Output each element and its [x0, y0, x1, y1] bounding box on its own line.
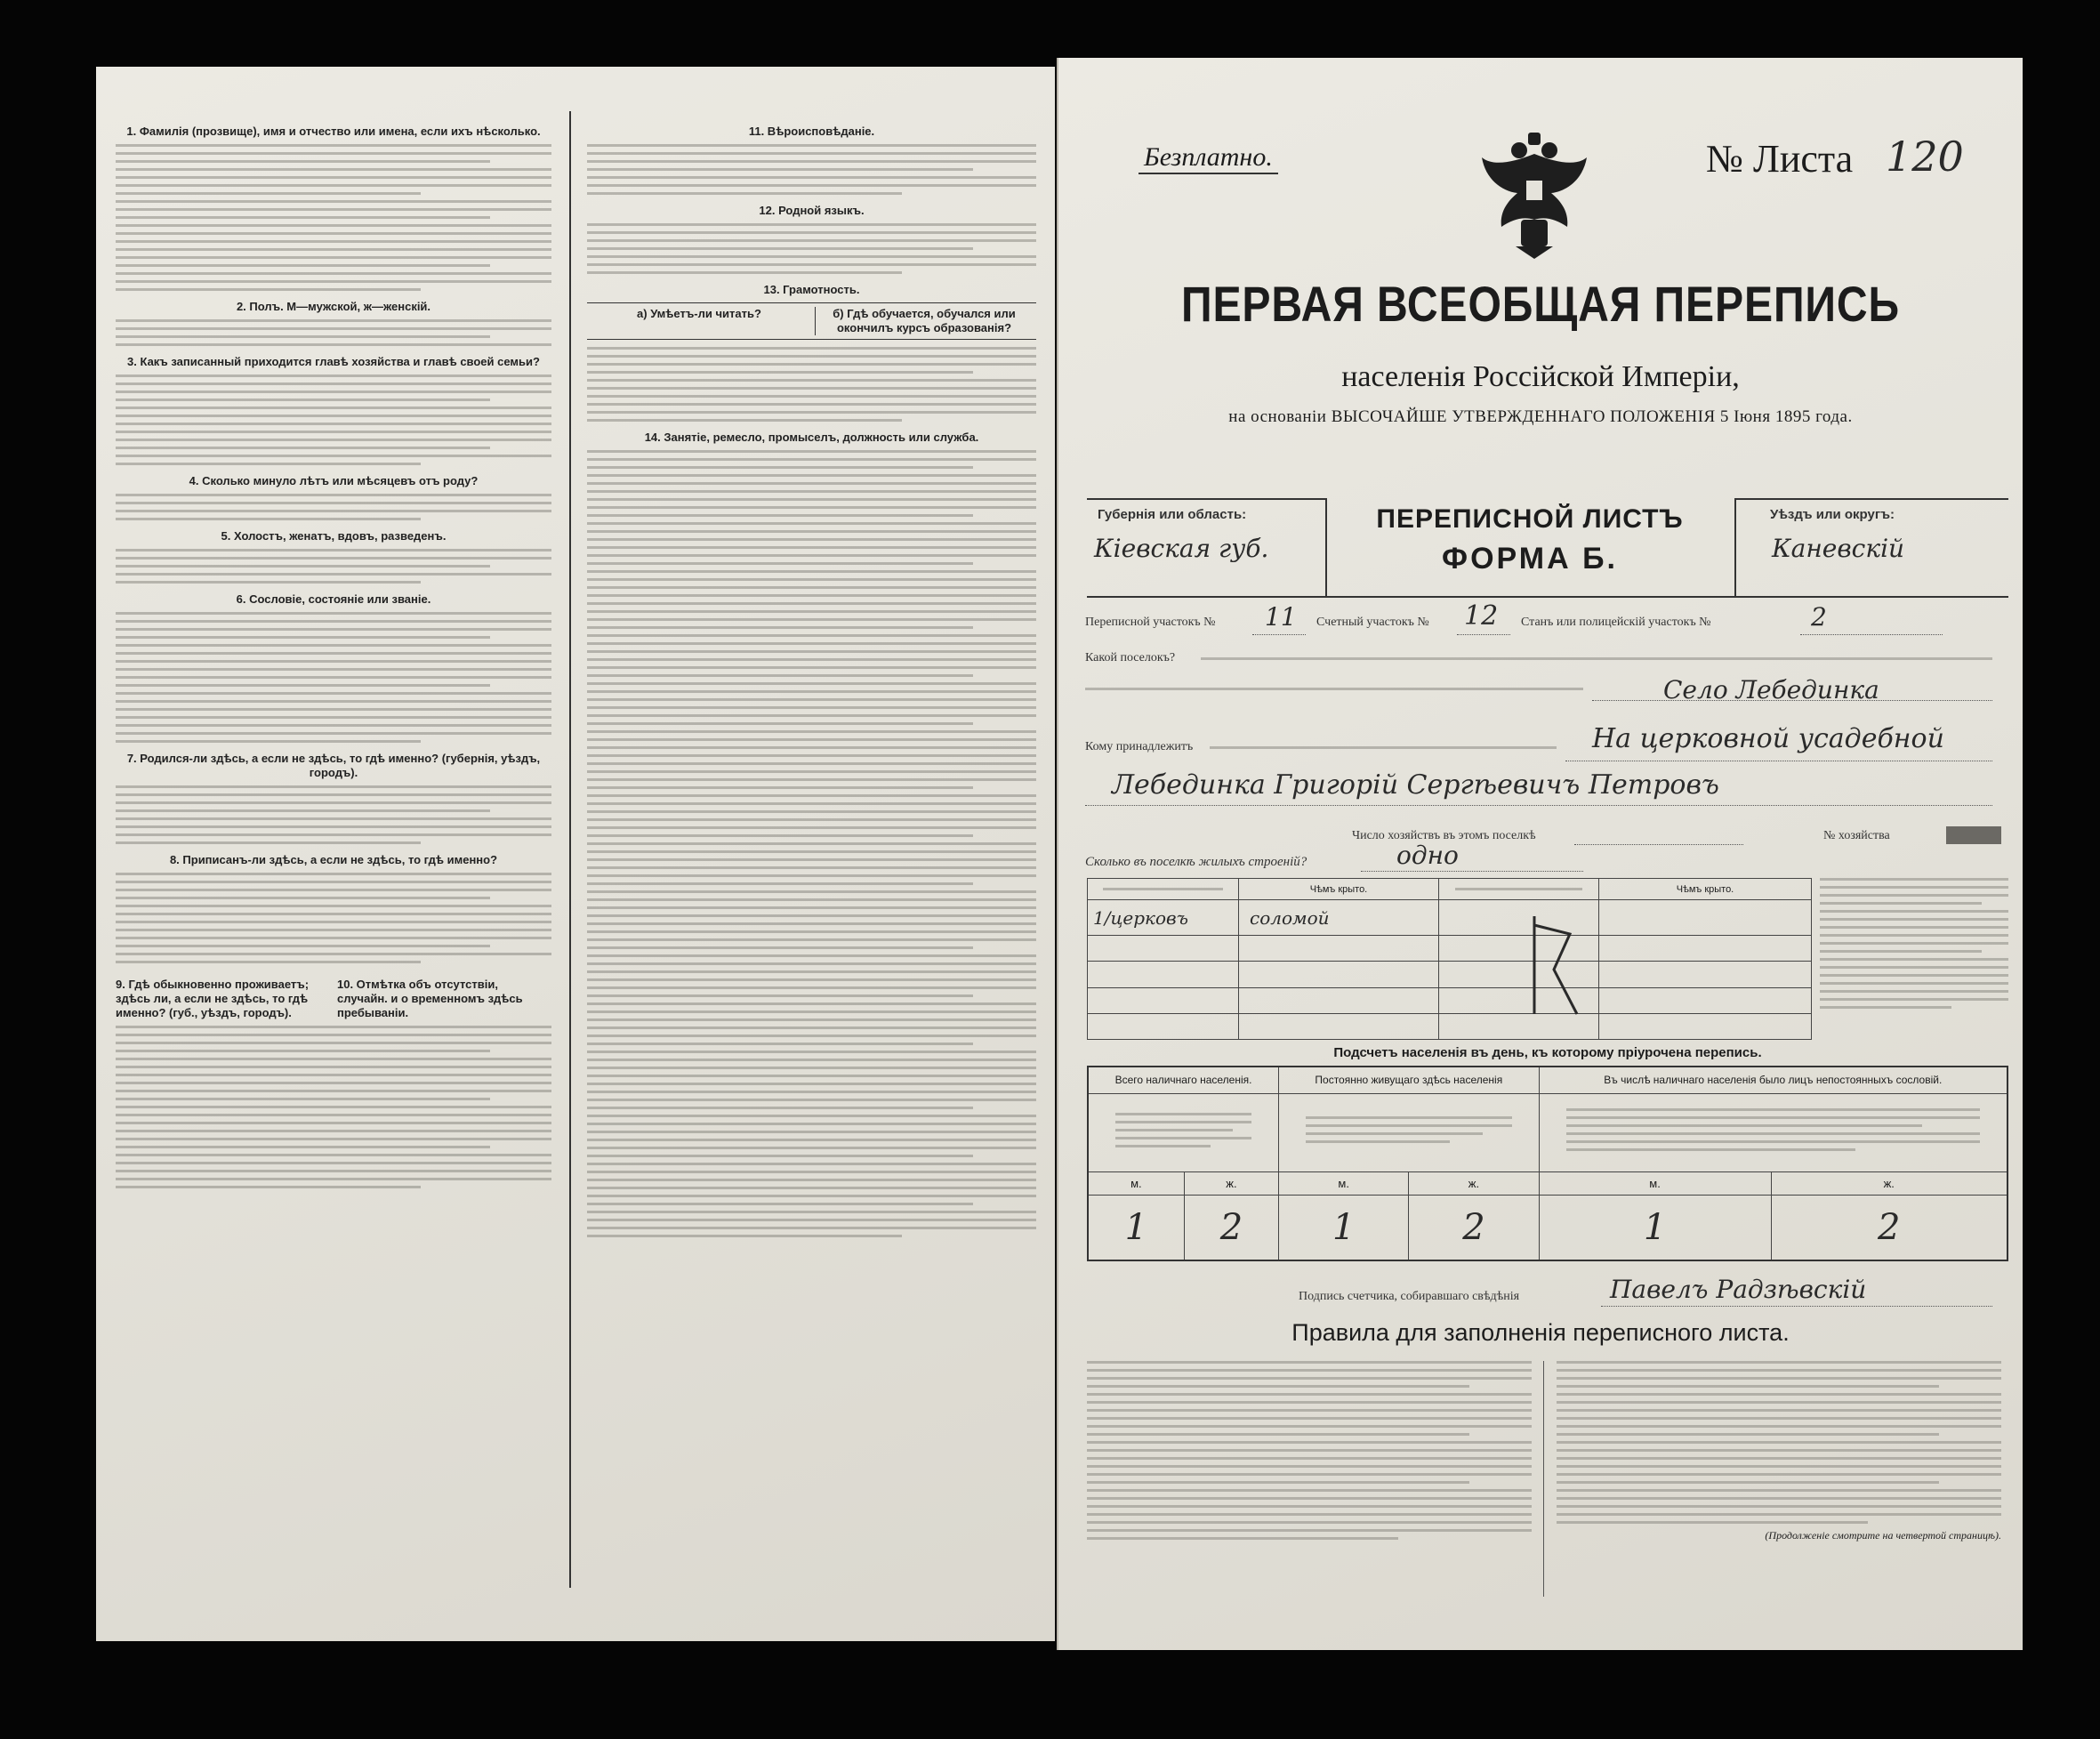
roof-column-heading: Чѣмъ крыто. [1239, 879, 1439, 900]
settlement-label: Какой поселокъ? [1085, 651, 1176, 664]
rules-divider [1543, 1361, 1544, 1597]
counting-area-value: 12 [1464, 600, 1499, 632]
section-heading: 14. Занятіе, ремесло, промыселъ, должность или служба. [644, 431, 979, 444]
building-row-1-material: 1/церковъ [1088, 900, 1239, 936]
population-count-title: Подсчетъ населенія въ день, къ которому пріурочена перепись. [1333, 1045, 1762, 1060]
section-heading: 2. Полъ. М—мужской, ж—женскій. [236, 300, 431, 313]
literacy-school-heading: б) Гдѣ обучается, обучался или окончилъ курсъ образованія? [815, 307, 1033, 335]
instructions-column-1 [116, 116, 551, 1194]
district-label: Уѣздъ или округъ: [1770, 507, 1895, 522]
signature-value: Павелъ Радзѣвскій [1610, 1275, 1867, 1304]
province-box [1087, 498, 1327, 596]
count-temporary-female: 2 [1771, 1195, 2007, 1260]
owner-value-line-2: Лебединка Григорій Сергѣевичъ Петровъ [1112, 769, 1719, 801]
continued-note: (Продолженіе смотрите на четвертой страницѣ). [1765, 1529, 2001, 1542]
female-label: ж. [1771, 1171, 2007, 1195]
police-area-label: Станъ или полицейскій участокъ № [1521, 616, 1711, 629]
male-label: м. [1539, 1171, 1771, 1195]
free-label: Безплатно. [1139, 142, 1278, 174]
population-count-table [1087, 1066, 2008, 1261]
owner-value-line-1: На церковной усадебной [1592, 723, 1944, 754]
household-number-stamp [1946, 826, 2001, 844]
section-heading: 11. Вѣроисповѣданіе. [748, 125, 875, 138]
section-heading: 12. Родной языкъ. [759, 204, 865, 217]
sheet-number-value: 120 [1886, 133, 1964, 181]
header-rule [1087, 596, 2008, 598]
section-heading: 9. Гдѣ обыкновенно проживаетъ; здѣсь ли, а если не здѣсь, то гдѣ именно? (губ., уѣздъ, городъ). [116, 978, 310, 1019]
census-area-label: Переписной участокъ № [1085, 616, 1216, 629]
female-label: ж. [1184, 1171, 1278, 1195]
buildings-label: Сколько въ поселкѣ жилыхъ строеній? [1085, 855, 1307, 869]
column-divider [569, 111, 571, 1588]
male-label: м. [1088, 1171, 1184, 1195]
section-heading: 13. Грамотность. [763, 283, 860, 296]
section-heading: 8. Приписанъ-ли здѣсь, а если не здѣсь, то гдѣ именно? [169, 853, 498, 866]
instructions-page [96, 67, 1055, 1641]
province-value: Кіевская губ. [1094, 534, 1269, 563]
buildings-table [1087, 878, 1812, 1040]
count-permanent-heading: Постоянно живущаго здѣсь населенія [1279, 1067, 1540, 1093]
buildings-note [1820, 878, 2008, 1040]
form-main-title: ПЕРВАЯ ВСЕОБЩАЯ ПЕРЕПИСЬ [1180, 276, 1901, 332]
district-box [1734, 498, 2008, 596]
count-permanent-male: 1 [1279, 1195, 1409, 1260]
sheet-number-label: № Листа [1706, 137, 1854, 181]
rules-column-1 [1087, 1361, 1532, 1545]
literacy-read-heading: а) Умѣетъ-ли читать? [637, 307, 761, 320]
count-temporary-heading: Въ числѣ наличнаго населенія было лицъ непостоянныхъ сословій. [1539, 1067, 2007, 1093]
section-heading: 7. Родился-ли здѣсь, а если не здѣсь, то гдѣ именно? (губернія, уѣздъ, городъ). [126, 752, 541, 779]
building-row-1-roof: соломой [1239, 900, 1439, 936]
female-label: ж. [1409, 1171, 1539, 1195]
households-label: Число хозяйствъ въ этомъ поселкѣ [1352, 829, 1536, 842]
police-area-value: 2 [1811, 602, 1827, 632]
form-name: ФОРМА Б. [1442, 542, 1618, 576]
buildings-value: одно [1396, 841, 1459, 870]
owner-label: Кому принадлежитъ [1085, 740, 1194, 753]
census-area-value: 11 [1265, 602, 1297, 632]
rules-title: Правила для заполненія переписного листа. [1291, 1319, 1790, 1346]
instructions-column-2 [587, 116, 1036, 1243]
section-heading: 3. Какъ записанный приходится главѣ хозяйства и главѣ своей семьи? [127, 355, 540, 368]
form-sheet-title: ПЕРЕПИСНОЙ ЛИСТЪ [1376, 504, 1684, 534]
section-heading: 1. Фамилія (прозвище), имя и отчество или имена, если ихъ нѣсколько. [126, 125, 541, 138]
count-total-heading: Всего наличнаго населенія. [1088, 1067, 1279, 1093]
double-headed-eagle-icon [1476, 127, 1592, 261]
household-number-label: № хозяйства [1823, 829, 1890, 842]
form-subtitle: населенія Россійской Имперіи, [1341, 360, 1740, 393]
signature-label: Подпись счетчика, собиравшаго свѣдѣнія [1299, 1290, 1520, 1303]
count-temporary-male: 1 [1539, 1195, 1771, 1260]
section-heading: 4. Сколько минуло лѣтъ или мѣсяцевъ отъ роду? [189, 474, 479, 487]
settlement-value: Село Лебединка [1663, 675, 1879, 704]
roof-column-heading: Чѣмъ крыто. [1599, 879, 1812, 900]
male-label: м. [1279, 1171, 1409, 1195]
literacy-header [587, 302, 1036, 340]
province-label: Губернія или область: [1098, 507, 1247, 522]
sections-9-10 [116, 969, 551, 1026]
counting-area-label: Счетный участокъ № [1316, 616, 1429, 629]
form-basis: на основаніи ВЫСОЧАЙШЕ УТВЕРЖДЕННАГО ПОЛОЖЕНІЯ 5 Іюня 1895 года. [1228, 407, 1853, 426]
census-form-page [1057, 58, 2023, 1650]
count-total-female: 2 [1184, 1195, 1278, 1260]
section-heading: 10. Отмѣтка объ отсутствіи, случайн. и о временномъ здѣсь пребываніи. [337, 978, 523, 1019]
section-heading: 5. Холостъ, женатъ, вдовъ, разведенъ. [221, 529, 447, 543]
handwritten-mark [1508, 907, 1597, 1032]
district-value: Каневскій [1772, 534, 1905, 563]
rules-column-2 [1557, 1361, 2001, 1542]
count-permanent-female: 2 [1409, 1195, 1539, 1260]
section-heading: 6. Сословіе, состояніе или званіе. [236, 592, 431, 606]
count-total-male: 1 [1088, 1195, 1184, 1260]
